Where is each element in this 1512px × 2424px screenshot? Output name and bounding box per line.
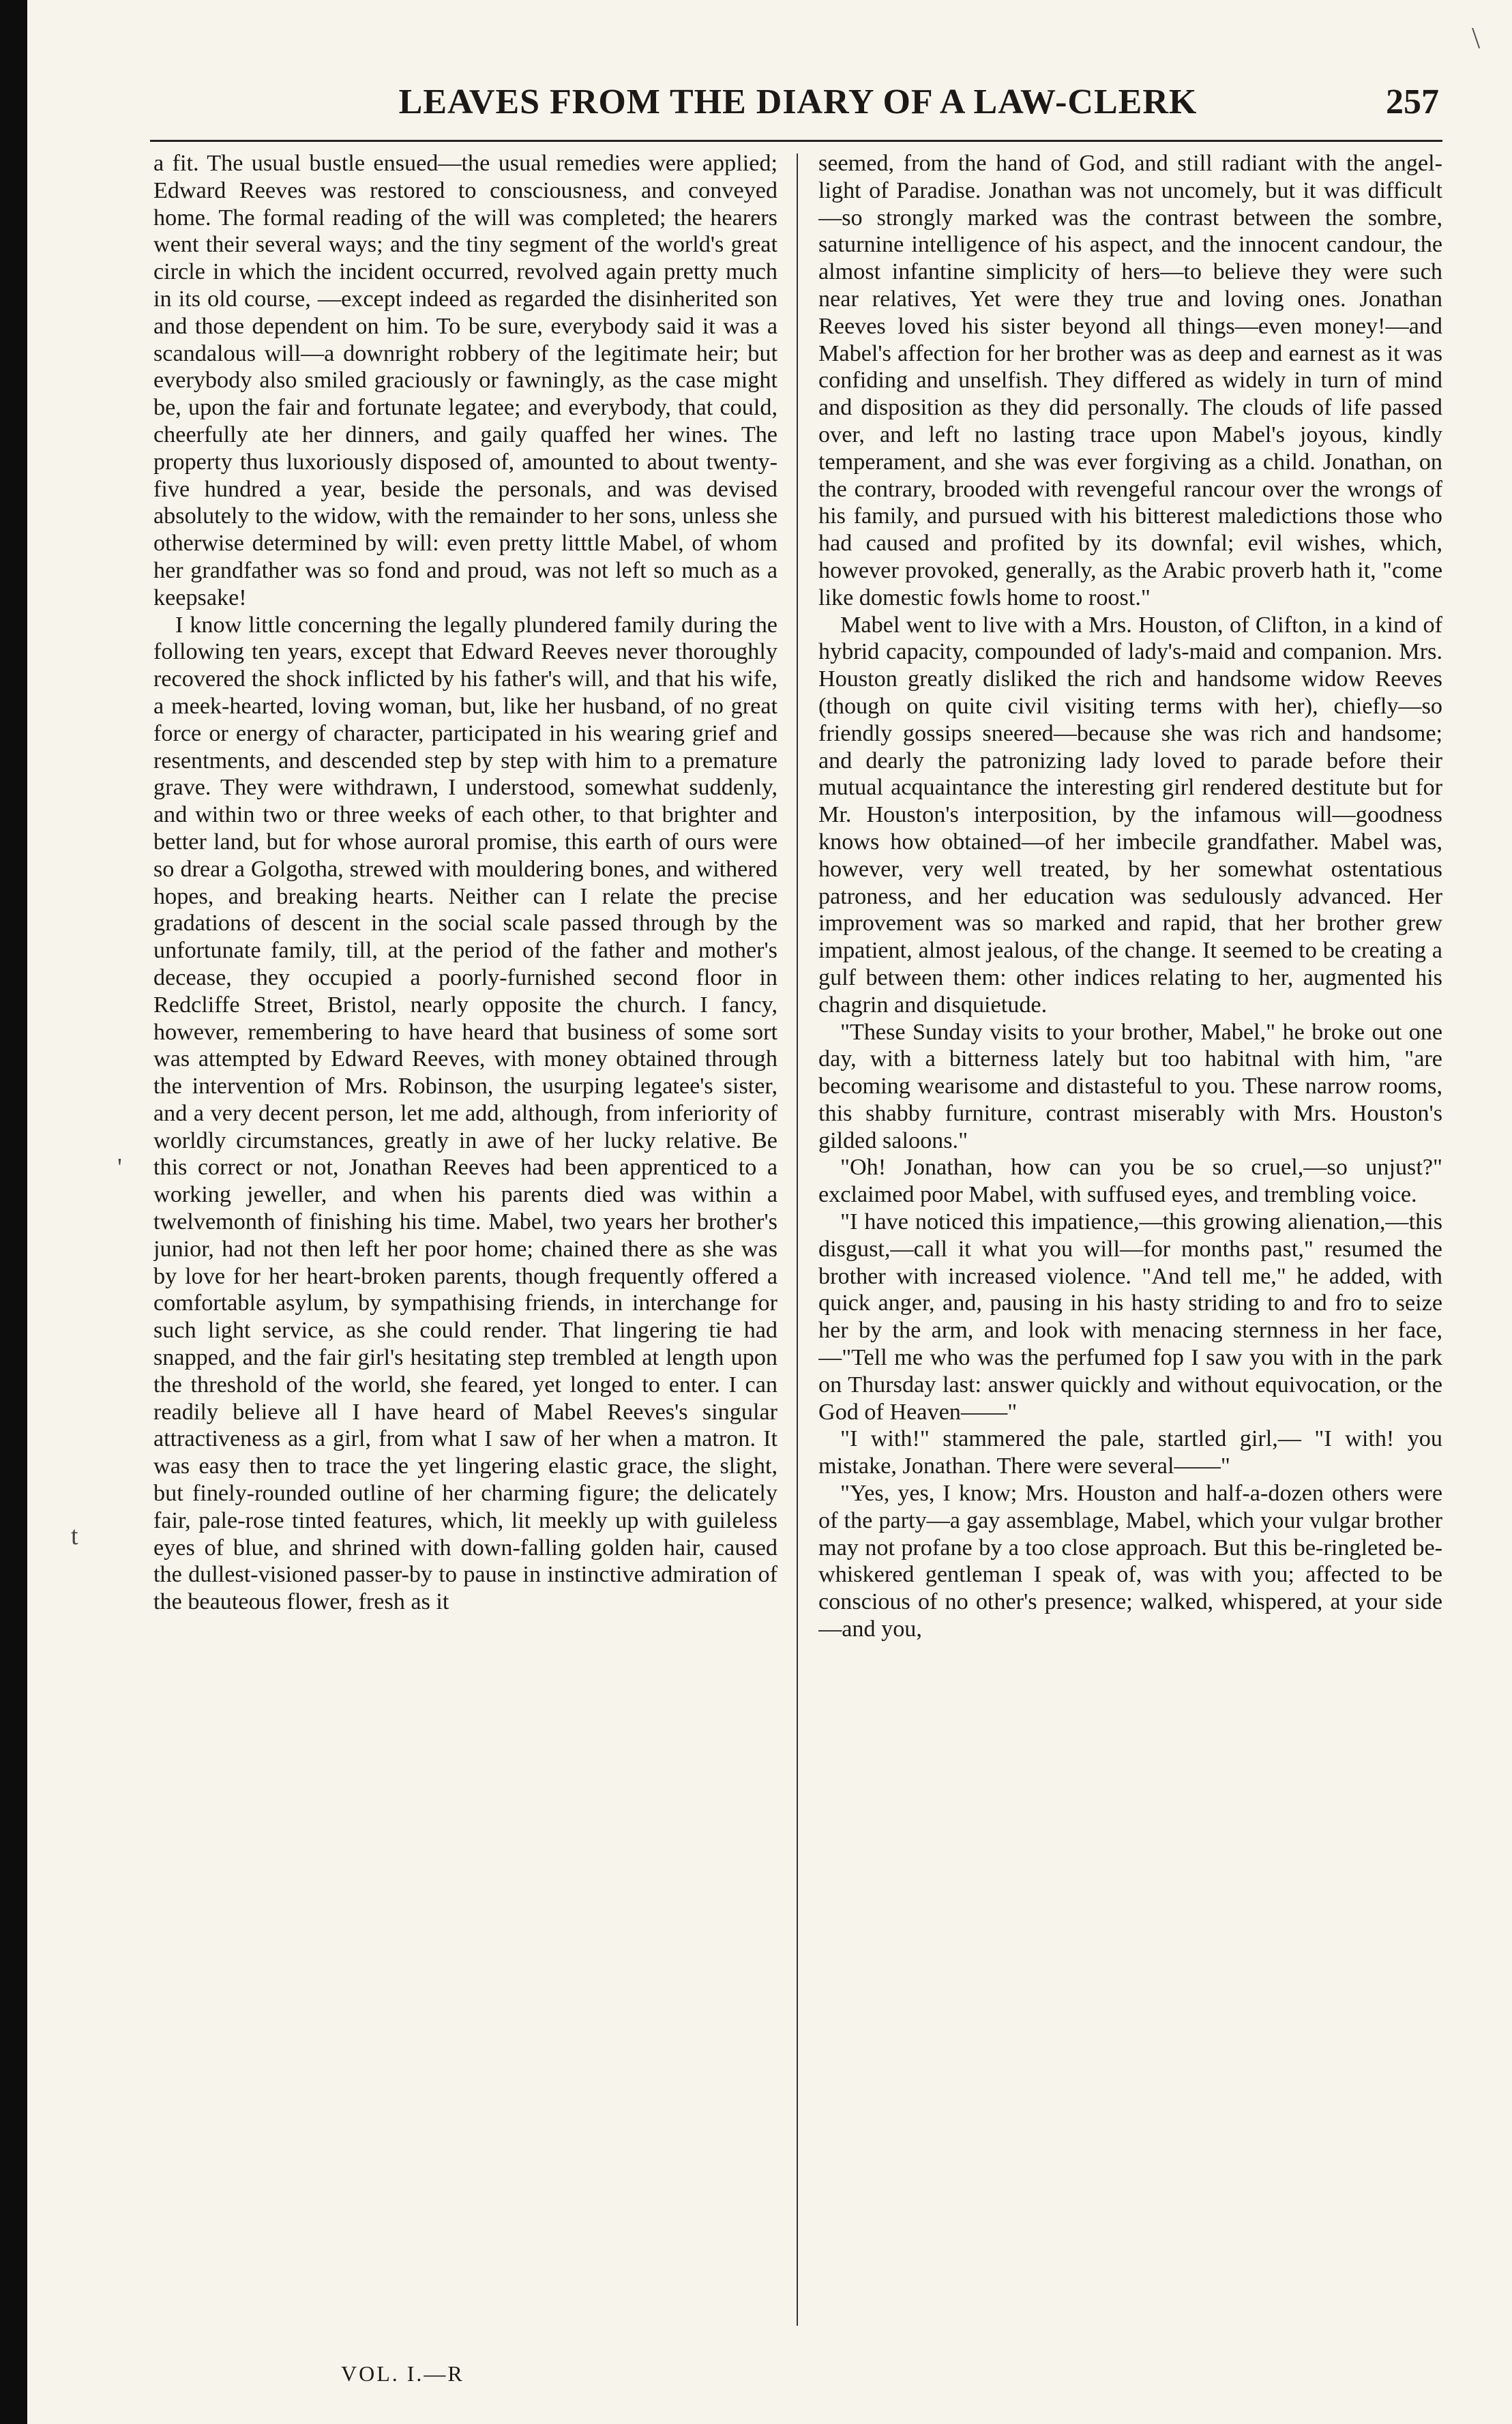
running-title: LEAVES FROM THE DIARY OF A LAW-CLERK [398,83,1198,121]
paragraph: a fit. The usual bustle ensued—the usual remedies were applied; Edward Reeves was restored to consciousness, and conveyed home. The formal reading of the will was completed; the hearers went their several ways; and the tiny segment of the world's great circle in which the incident occurred, revolved again pretty much in its old course, —except indeed as regarded the disinherited son and those dependent on him. To be sure, everybody said it was a scandalous will—a downright robbery of the legitimate heir; but everybody also smiled graciously or fawningly, as the case might be, upon the fair and fortunate legatee; and everybody, that could, cheerfully ate her dinners, and gaily quaffed her wines. The property thus luxoriously disposed of, amounted to about twenty-five hundred a year, beside the personals, and was devised absolutely to the widow, with the remainder to her sons, unless she otherwise determined by will: even pretty litttle Mabel, of whom her grandfather was so fond and proud, was not left so much as a keepsake! [153,151,777,610]
paragraph: "These Sunday visits to your brother, Mabel," he broke out one day, with a bitterness lately but too habitnal with him, "are becoming wearisome and distasteful to you. These narrow rooms, this shabby furniture, contrast miserably with Mrs. Houston's gilded saloons." [818,1019,1442,1153]
margin-mark: t [71,1522,78,1550]
right-column [818,150,1442,2326]
left-column [153,150,777,2326]
paragraph: Mabel went to live with a Mrs. Houston, of Clifton, in a kind of hybrid capacity, compounded of lady's-maid and companion. Mrs. Houston greatly disliked the rich and handsome widow Reeves (though on quite civil visiting terms with her), chiefly—so friendly gossips sneered—because she was rich and handsome; and dearly the patronizing lady loved to parade before their mutual acquaintance the interesting girl rendered destitute but for Mr. Houston's interposition, by the infamous will—goodness knows how obtained—of her imbecile grandfather. Mabel was, however, very well treated, by her somewhat ostentatious patroness, and her education was sedulously advanced. Her improvement was so marked and rapid, that her brother grew impatient, almost jealous, of the change. It seemed to be creating a gulf between them: other indices relating to her, augmented his chagrin and disquietude. [818,612,1442,1018]
paragraph: seemed, from the hand of God, and still radiant with the angel-light of Paradise. Jonathan was not uncomely, but it was difficult—so strongly marked was the contrast between the sombre, saturnine intelligence of his aspect, and the innocent candour, the almost infantine simplicity of hers—to believe they were such near relatives, Yet were they true and loving ones. Jonathan Reeves loved his sister beyond all things—even money!—and Mabel's affection for her brother was as deep and earnest as it was confiding and unselfish. They differed as widely in turn of mind and disposition as they did personally. The clouds of life passed over, and left no lasting trace upon Mabel's joyous, kindly temperament, and she was ever forgiving as a child. Jonathan, on the contrary, brooded with revengeful rancour over the wrongs of his family, and pursued with his bitterest maledictions those who had caused and profited by its downfal; evil wishes, which, however provoked, generally, as the Arabic proverb hath it, "come like domestic fowls home to roost." [818,151,1442,610]
binding-shadow [0,0,27,2424]
paragraph: "I with!" stammered the pale, startled girl,— "I with! you mistake, Jonathan. There were several——" [818,1426,1442,1479]
margin-mark: ' [117,1153,122,1182]
header-rule [150,140,1442,142]
page-number: 257 [1386,83,1439,121]
signature-mark: VOL. I.—R [341,2361,464,2386]
paragraph: "Oh! Jonathan, how can you be so cruel,—so unjust?" exclaimed poor Mabel, with suffused eyes, and trembling voice. [818,1155,1442,1208]
column-divider [797,153,798,2326]
corner-mark: \ [1472,21,1481,55]
paragraph: I know little concerning the legally plundered family during the following ten years, except that Edward Reeves never thoroughly recovered the shock inflicted by his father's will, and that his wife, a meek-hearted, loving woman, but, like her husband, of no great force or energy of character, participated in his wearing grief and resentments, and descended step by step with him to a premature grave. They were withdrawn, I understood, somewhat suddenly, and within two or three weeks of each other, to that brighter and better land, but for whose auroral promise, this earth of ours were so drear a Golgotha, strewed with mouldering bones, and withered hopes, and breaking hearts. Neither can I relate the precise gradations of descent in the social scale passed through by the unfortunate family, till, at the period of the father and mother's decease, they occupied a poorly-furnished second floor in Redcliffe Street, Bristol, nearly opposite the church. I fancy, however, remembering to have heard that business of some sort was attempted by Edward Reeves, with money obtained through the intervention of Mrs. Robinson, the usurping legatee's sister, and a very decent person, let me add, although, from inferiority of worldly circumstances, greatly in awe of her lucky relative. Be this correct or not, Jonathan Reeves had been apprenticed to a working jeweller, and when his parents died was within a twelvemonth of finishing his time. Mabel, two years her brother's junior, had not then left her poor home; chained there as she was by love for her heart-broken parents, though frequently offered a comfortable asylum, by sympathising friends, in interchange for such light service, as she could render. That lingering tie had snapped, and the fair girl's hesitating step trembled at length upon the threshold of the world, she feared, yet longed to enter. I can readily believe all I have heard of Mabel Reeves's singular attractiveness as a girl, from what I saw of her when a matron. It was easy then to trace the yet lingering elastic grace, the slight, but finely-rounded outline of her charming figure; the delicately fair, pale-rose tinted features, which, lit meekly up with guileless eyes of blue, and shrined with down-falling golden hair, caused the dullest-visioned passer-by to pause in instinctive admiration of the beauteous flower, fresh as it [153,612,777,1615]
page-header [157,82,1439,136]
paragraph: "Yes, yes, I know; Mrs. Houston and half-a-dozen others were of the party—a gay assemblage, Mabel, which your vulgar brother may not profane by a too close approach. But this be-ringleted be-whiskered gentleman I speak of, was with you; affected to be conscious of no other's presence; walked, whispered, at your side—and you, [818,1481,1442,1642]
paragraph: "I have noticed this impatience,—this growing alienation,—this disgust,—call it what you will—for months past," resumed the brother with increased violence. "And tell me," he added, with quick anger, and, pausing in his hasty striding to and fro to seize her by the arm, and look with menacing sternness in her face,—"Tell me who was the perfumed fop I saw you with in the park on Thursday last: answer quickly and without equivocation, or the God of Heaven——" [818,1209,1442,1425]
